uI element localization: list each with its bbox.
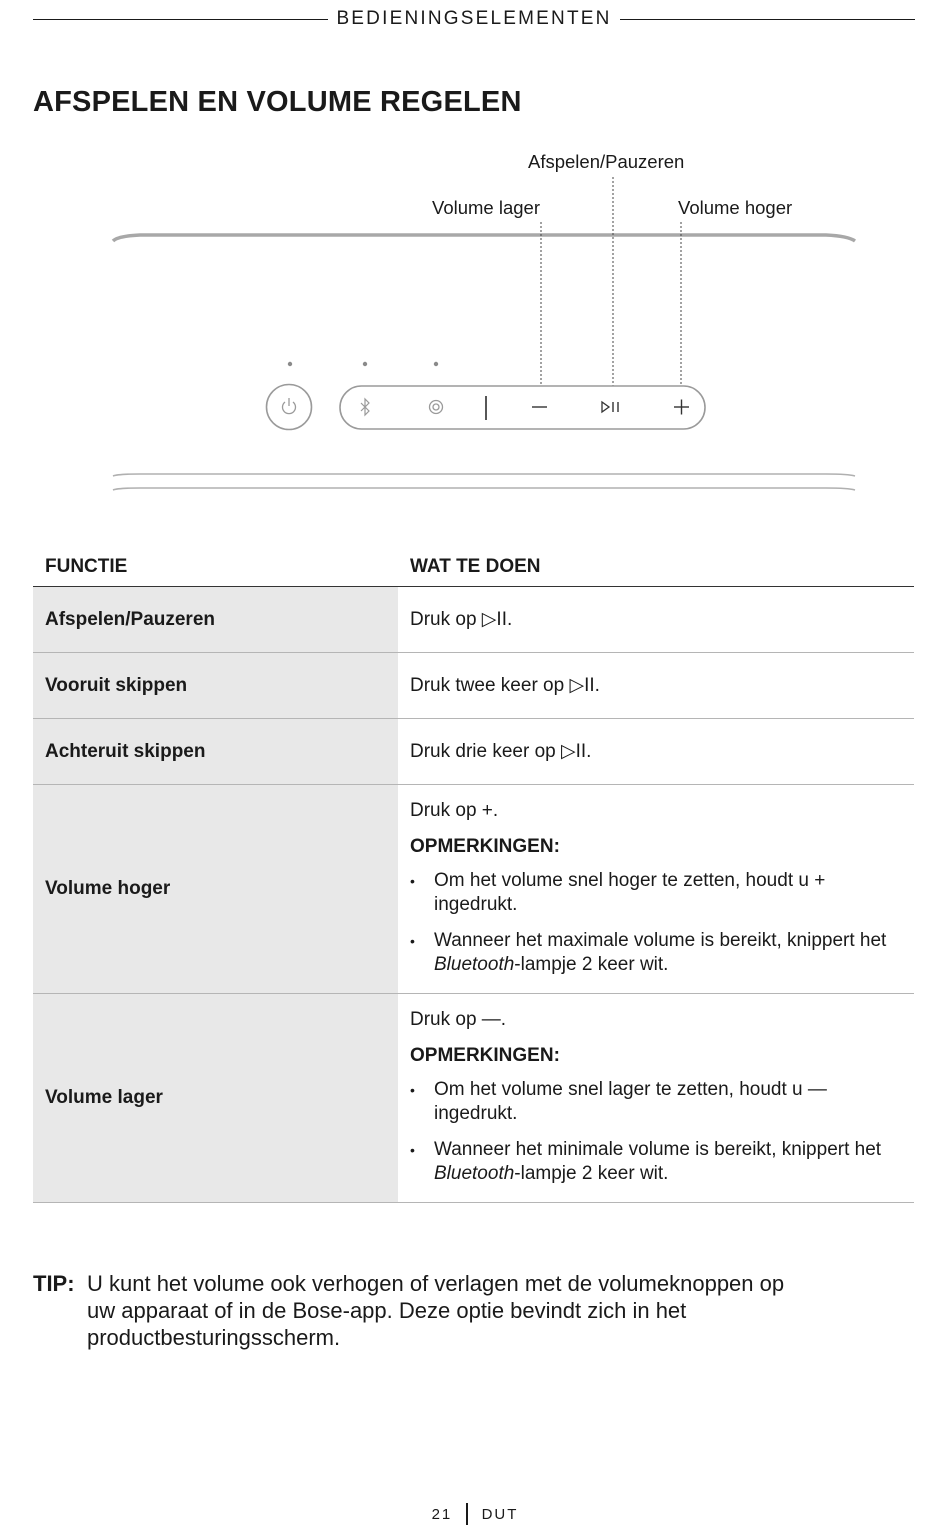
note-item: • Om het volume snel lager te zetten, houdt u — ingedrukt. (410, 1078, 902, 1126)
note-emphasis: Bluetooth (434, 954, 515, 975)
table-row (33, 587, 914, 653)
action-text: Druk op +. (410, 800, 499, 821)
note-text: -lampje 2 keer wit. (514, 1163, 669, 1184)
language-code: DUT (481, 1505, 519, 1523)
bluetooth-indicator-dot (363, 362, 367, 366)
function-cell: Achteruit skippen (33, 719, 398, 785)
speaker-top-edge (113, 235, 855, 241)
notes-heading: OPMERKINGEN: (410, 836, 560, 857)
note-item: • Om het volume snel hoger te zetten, houdt u + ingedrukt. (410, 869, 902, 917)
page-title: AFSPELEN EN VOLUME REGELEN (33, 86, 522, 118)
table-header-row (33, 548, 914, 587)
action-cell: Druk twee keer op ▷II. (398, 653, 914, 719)
notes-list (410, 869, 902, 977)
table-row (33, 653, 914, 719)
action-cell (398, 994, 914, 1203)
tip-label: TIP: (33, 1271, 75, 1296)
note-item (410, 1138, 902, 1186)
note-text: -lampje 2 keer wit. (514, 954, 669, 975)
footer-separator (466, 1503, 467, 1525)
action-cell (398, 785, 914, 994)
note-emphasis: Bluetooth (434, 1163, 515, 1184)
control-panel (340, 386, 705, 429)
power-button (267, 385, 312, 430)
speaker-control-diagram (0, 140, 950, 510)
callout-play-pause: Afspelen/Pauzeren (528, 151, 685, 172)
table-row (33, 719, 914, 785)
speaker-bottom-edge-2 (113, 488, 855, 490)
function-cell: Vooruit skippen (33, 653, 398, 719)
controls-table (33, 548, 914, 1203)
note-item (410, 929, 902, 977)
action-cell: Druk drie keer op ▷II. (398, 719, 914, 785)
speaker-top-drawing (0, 140, 950, 510)
notes-heading: OPMERKINGEN: (410, 1045, 560, 1066)
power-indicator-dot (288, 362, 292, 366)
header-todo: WAT TE DOEN (398, 548, 914, 587)
note-text: Wanneer het minimale volume is bereikt, knippert het (434, 1139, 882, 1160)
callout-volume-down: Volume lager (432, 197, 540, 218)
tip-text: U kunt het volume ook verhogen of verlagen met de volumeknoppen op uw apparaat of in de Bose-app. Deze optie bevindt zich in het productbesturingsscherm. (87, 1271, 785, 1350)
header-rule-right (620, 19, 915, 20)
table-row (33, 994, 914, 1203)
function-cell: Volume lager (33, 994, 398, 1203)
tip-block (33, 1270, 813, 1351)
notes-list (410, 1078, 902, 1186)
page-number: 21 (431, 1505, 453, 1523)
speaker-bottom-edge-1 (113, 474, 855, 476)
note-text: Wanneer het maximale volume is bereikt, knippert het (434, 930, 887, 951)
page-footer (0, 1500, 950, 1528)
function-cell: Volume hoger (33, 785, 398, 994)
header-function: FUNCTIE (33, 548, 398, 587)
aux-indicator-dot (434, 362, 438, 366)
callout-volume-up: Volume hoger (678, 197, 793, 218)
action-text: Druk op —. (410, 1009, 507, 1030)
header-rule-left (33, 19, 328, 20)
function-cell: Afspelen/Pauzeren (33, 587, 398, 653)
action-cell: Druk op ▷II. (398, 587, 914, 653)
table-row (33, 785, 914, 994)
section-title: BEDIENINGSELEMENTEN (336, 8, 612, 29)
section-header (33, 6, 915, 32)
